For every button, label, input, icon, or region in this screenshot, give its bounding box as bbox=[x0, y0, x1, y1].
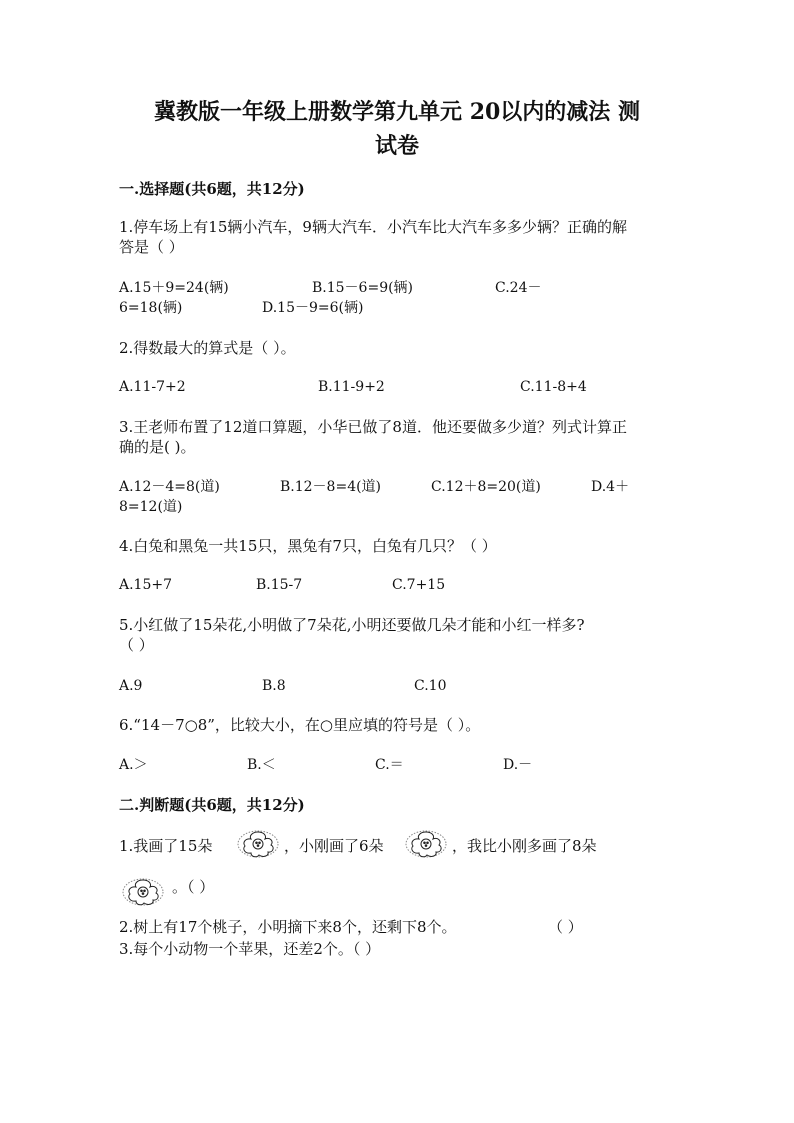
option-c[interactable]: C.＝ bbox=[375, 757, 404, 773]
judge-question-3: 3.每个小动物一个苹果，还差2个。（ ） bbox=[119, 940, 381, 958]
option-c[interactable]: C.7+15 bbox=[392, 577, 446, 593]
judge-question-1-part-1: 1.我画了15朵 bbox=[119, 837, 213, 855]
option-c[interactable]: C.10 bbox=[414, 678, 447, 694]
question-text: 答是（ ） bbox=[119, 238, 184, 256]
question-6: 6.“14－7○8”，比较大小，在○里应填的符号是（ ）。 bbox=[119, 716, 481, 734]
page-title bbox=[100, 95, 694, 163]
option-a[interactable]: A.15+7 bbox=[119, 577, 173, 593]
option-a[interactable]: A.11-7+2 bbox=[119, 379, 186, 395]
question-4: 4.白兔和黑兔一共15只，黑兔有7只，白兔有几只？（ ） bbox=[119, 537, 497, 555]
option-a[interactable]: A.12－4=8(道) bbox=[119, 479, 220, 495]
option-d[interactable]: D.－ bbox=[503, 757, 533, 773]
judge-question-1-part-3: ，我比小刚多画了8朵 bbox=[452, 837, 597, 855]
question-text: 确的是( )。 bbox=[119, 438, 196, 456]
title-line-2: 试卷 bbox=[374, 133, 419, 159]
option-d[interactable]: D.15－9=6(辆) bbox=[262, 300, 364, 316]
option-d-continued: 8=12(道) bbox=[119, 499, 183, 515]
judge-question-2: 2.树上有17个桃子，小明摘下来8个，还剩下8个。 bbox=[119, 918, 457, 936]
question-5 bbox=[119, 615, 679, 655]
option-c-continued: 6=18(辆) bbox=[119, 300, 183, 316]
judge-question-1-part-2: ，小刚画了6朵 bbox=[284, 837, 384, 855]
option-b[interactable]: B.＜ bbox=[247, 757, 276, 773]
question-text: 3.王老师布置了12道口算题，小华已做了8道．他还要做多少道？列式计算正 bbox=[119, 418, 627, 436]
option-b[interactable]: B.15－6=9(辆) bbox=[312, 280, 414, 296]
option-b[interactable]: B.11-9+2 bbox=[318, 379, 385, 395]
option-c[interactable]: C.12＋8=20(道) bbox=[431, 479, 541, 495]
option-a[interactable]: A.15＋9=24(辆) bbox=[119, 280, 229, 296]
flower-icon bbox=[121, 874, 165, 910]
option-d[interactable]: D.4＋ bbox=[591, 479, 630, 495]
option-c[interactable]: C.11-8+4 bbox=[520, 379, 587, 395]
flower-icon bbox=[404, 826, 448, 862]
title-line-1: 冀教版一年级上册数学第九单元 20以内的减法 测 bbox=[154, 99, 640, 125]
option-a[interactable]: A.＞ bbox=[119, 757, 148, 773]
option-a[interactable]: A.9 bbox=[119, 678, 143, 694]
option-b[interactable]: B.8 bbox=[262, 678, 286, 694]
section-heading-choice: 一.选择题(共6题，共12分) bbox=[119, 180, 305, 198]
option-b[interactable]: B.15-7 bbox=[256, 577, 303, 593]
question-text: 1.停车场上有15辆小汽车，9辆大汽车．小汽车比大汽车多多少辆？正确的解 bbox=[119, 218, 627, 236]
answer-parentheses[interactable]: （ ） bbox=[548, 918, 583, 936]
question-text: （ ） bbox=[119, 636, 154, 654]
question-1 bbox=[119, 217, 679, 257]
question-text: 5.小红做了15朵花,小明做了7朵花,小明还要做几朵才能和小红一样多? bbox=[119, 616, 585, 634]
option-b[interactable]: B.12－8=4(道) bbox=[280, 479, 382, 495]
question-2: 2.得数最大的算式是（ ）。 bbox=[119, 339, 296, 357]
question-3 bbox=[119, 417, 679, 457]
judge-question-1-part-4: 。（ ） bbox=[172, 878, 215, 896]
section-heading-judge: 二.判断题(共6题，共12分) bbox=[119, 796, 305, 814]
flower-icon bbox=[236, 826, 280, 862]
option-c[interactable]: C.24－ bbox=[495, 280, 542, 296]
